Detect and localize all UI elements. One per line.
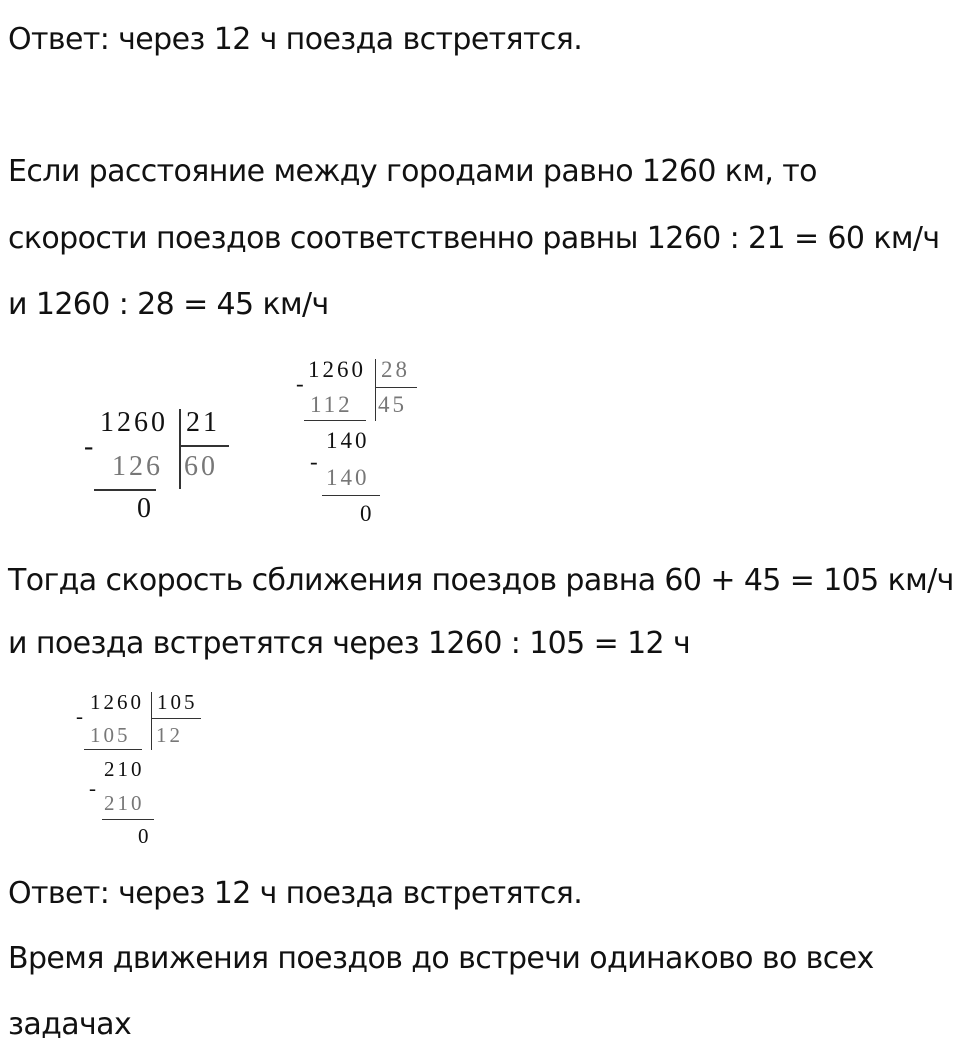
quotient-bar <box>179 445 229 447</box>
quotient-bar <box>151 718 201 719</box>
subtrahend: 105 <box>90 723 131 747</box>
remainder: 0 <box>137 493 154 524</box>
minus-sign-2: - <box>89 776 99 800</box>
speed-line-1: Тогда скорость сближения поездов равна 60 + 45 = 105 км/ч <box>8 563 954 598</box>
subtraction-line <box>304 420 366 421</box>
subtraction-line-2 <box>102 819 154 820</box>
remainder: 0 <box>360 501 375 526</box>
subtraction-line <box>94 489 156 491</box>
divisor: 21 <box>186 407 220 438</box>
divisor: 105 <box>157 690 198 714</box>
minus-sign-2: - <box>310 449 321 474</box>
quotient: 12 <box>156 723 183 747</box>
subtraction-line <box>84 749 142 750</box>
dividend: 1260 <box>308 357 366 382</box>
subtrahend-2: 210 <box>104 791 145 815</box>
subtraction-line-2 <box>322 495 380 496</box>
partial-dividend: 210 <box>104 757 145 781</box>
answer-line-bottom: Ответ: через 12 ч поезда встретятся. <box>8 876 583 911</box>
quotient-bar <box>375 387 417 388</box>
long-division-1260-by-28 <box>290 355 430 530</box>
subtrahend: 126 <box>112 451 163 482</box>
minus-sign: - <box>84 431 97 462</box>
vertical-bar <box>179 409 181 489</box>
distance-line-3: и 1260 : 28 = 45 км/ч <box>8 287 329 322</box>
long-division-1260-by-21 <box>80 405 240 530</box>
remainder: 0 <box>138 824 152 848</box>
minus-sign: - <box>76 704 86 728</box>
distance-line-2: скорости поездов соответственно равны 1260 : 21 = 60 км/ч <box>8 221 940 256</box>
dividend: 1260 <box>100 407 168 438</box>
vertical-bar <box>151 692 152 750</box>
quotient: 45 <box>378 392 407 417</box>
divisor: 28 <box>381 357 410 382</box>
note-line-2: задачах <box>8 1007 132 1042</box>
vertical-bar <box>375 359 376 421</box>
partial-dividend: 140 <box>326 428 370 453</box>
note-line-1: Время движения поездов до встречи одинаково во всех <box>8 941 874 976</box>
minus-sign: - <box>296 371 307 396</box>
subtrahend: 112 <box>310 392 353 417</box>
answer-line-top: Ответ: через 12 ч поезда встретятся. <box>8 22 583 57</box>
distance-line-1: Если расстояние между городами равно 1260 км, то <box>8 154 817 189</box>
dividend: 1260 <box>90 690 144 714</box>
long-division-1260-by-105 <box>72 688 222 853</box>
subtrahend-2: 140 <box>326 465 370 490</box>
quotient: 60 <box>184 451 218 482</box>
speed-line-2: и поезда встретятся через 1260 : 105 = 12 ч <box>8 626 691 661</box>
